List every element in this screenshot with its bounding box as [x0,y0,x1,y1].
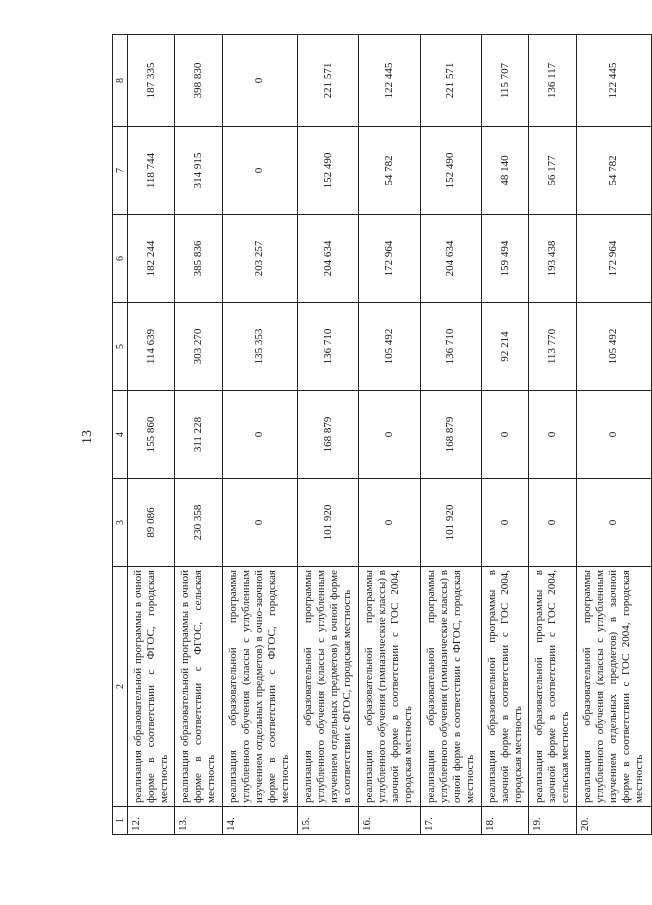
cell-value: 101 920 [297,479,358,567]
table-row [359,35,420,835]
cell-value: 113 770 [529,303,576,391]
column-header: 1 [113,807,128,835]
cell-value: 0 [359,391,420,479]
cell-value: 114 639 [128,303,175,391]
row-number: 19. [529,807,576,835]
cell-value: 204 634 [297,215,358,303]
cell-value: 203 257 [222,215,297,303]
cell-value: 398 830 [175,35,222,127]
cell-value: 182 244 [128,215,175,303]
cell-value: 0 [481,391,528,479]
column-header: 7 [113,127,128,215]
cell-value: 135 353 [222,303,297,391]
row-description: реализация образовательной программы в заочной форме в соответствии с ГОС 2004, городская местность [481,567,528,807]
cell-value: 122 445 [576,35,651,127]
cell-value: 0 [222,127,297,215]
cell-value: 0 [359,479,420,567]
cell-value: 89 086 [128,479,175,567]
row-number: 17. [420,807,481,835]
table-row [481,35,528,835]
cell-value: 385 836 [175,215,222,303]
cell-value: 168 879 [420,391,481,479]
cell-value: 0 [576,479,651,567]
page-number: 13 [80,430,95,444]
row-description: реализация образовательной программы в очной форме в соответствии с ФГОС, сельская местность [175,567,222,807]
table-row [222,35,297,835]
cell-value: 92 214 [481,303,528,391]
cell-value: 193 438 [529,215,576,303]
rotated-table-container [112,35,652,835]
cell-value: 136 117 [529,35,576,127]
row-description: реализация образовательной программы углубленного обучения (классы с углубленным изучением отдельных предметов) в очно-заочной форме в соответствии с ФГОС, городская местность [222,567,297,807]
row-number: 18. [481,807,528,835]
cell-value: 136 710 [297,303,358,391]
row-number: 14. [222,807,297,835]
cell-value: 56 177 [529,127,576,215]
cell-value: 0 [529,391,576,479]
cell-value: 314 915 [175,127,222,215]
column-header: 8 [113,35,128,127]
cell-value: 168 879 [297,391,358,479]
cell-value: 48 140 [481,127,528,215]
cell-value: 101 920 [420,479,481,567]
table-row [175,35,222,835]
table-row [576,35,651,835]
cell-value: 0 [222,479,297,567]
row-number: 12. [128,807,175,835]
column-header: 2 [113,567,128,807]
row-number: 20. [576,807,651,835]
column-header: 4 [113,391,128,479]
cell-value: 0 [222,391,297,479]
table-row [128,35,175,835]
cell-value: 172 964 [576,215,651,303]
column-header: 6 [113,215,128,303]
cell-value: 136 710 [420,303,481,391]
cell-value: 230 358 [175,479,222,567]
row-description: реализация образовательной программы в заочной форме в соответствии с ГОС 2004, сельская местность [529,567,576,807]
row-description: реализация образовательной программы в очной форме в соответствии с ФГОС, городская местность [128,567,175,807]
cell-value: 122 445 [359,35,420,127]
row-description: реализация образовательной программы углубленного обучения (гимназические классы) в заочной форме в соответствии с ГОС 2004, городская местность [359,567,420,807]
cell-value: 155 860 [128,391,175,479]
cell-value: 115 707 [481,35,528,127]
cell-value: 303 270 [175,303,222,391]
column-header: 5 [113,303,128,391]
cell-value: 0 [529,479,576,567]
cell-value: 159 494 [481,215,528,303]
cell-value: 0 [481,479,528,567]
row-number: 15. [297,807,358,835]
cell-value: 105 492 [576,303,651,391]
cell-value: 221 571 [420,35,481,127]
cell-value: 221 571 [297,35,358,127]
row-description: реализация образовательной программы углубленного обучения (классы с углубленным изучением отдельных предметов) в очной форме в соответствии с ФГОС, городская местность [297,567,358,807]
table-row [420,35,481,835]
table-row [297,35,358,835]
cell-value: 118 744 [128,127,175,215]
cell-value: 204 634 [420,215,481,303]
cell-value: 152 490 [420,127,481,215]
cell-value: 172 964 [359,215,420,303]
row-number: 16. [359,807,420,835]
cell-value: 54 782 [576,127,651,215]
row-description: реализация образовательной программы углубленного обучения (классы с углубленным изучением отдельных предметов) в заочной форме в соответствии с ГОС 2004, городская местность [576,567,651,807]
cost-table [112,34,652,835]
cell-value: 187 335 [128,35,175,127]
column-header: 3 [113,479,128,567]
cell-value: 105 492 [359,303,420,391]
cell-value: 54 782 [359,127,420,215]
row-number: 13. [175,807,222,835]
row-description: реализация образовательной программы углубленного обучения (гимназические классы) в очной форме в соответствии с ФГОС, городская местность [420,567,481,807]
column-number-row [113,35,128,835]
cell-value: 311 228 [175,391,222,479]
table-row [529,35,576,835]
cell-value: 0 [222,35,297,127]
cell-value: 152 490 [297,127,358,215]
cell-value: 0 [576,391,651,479]
